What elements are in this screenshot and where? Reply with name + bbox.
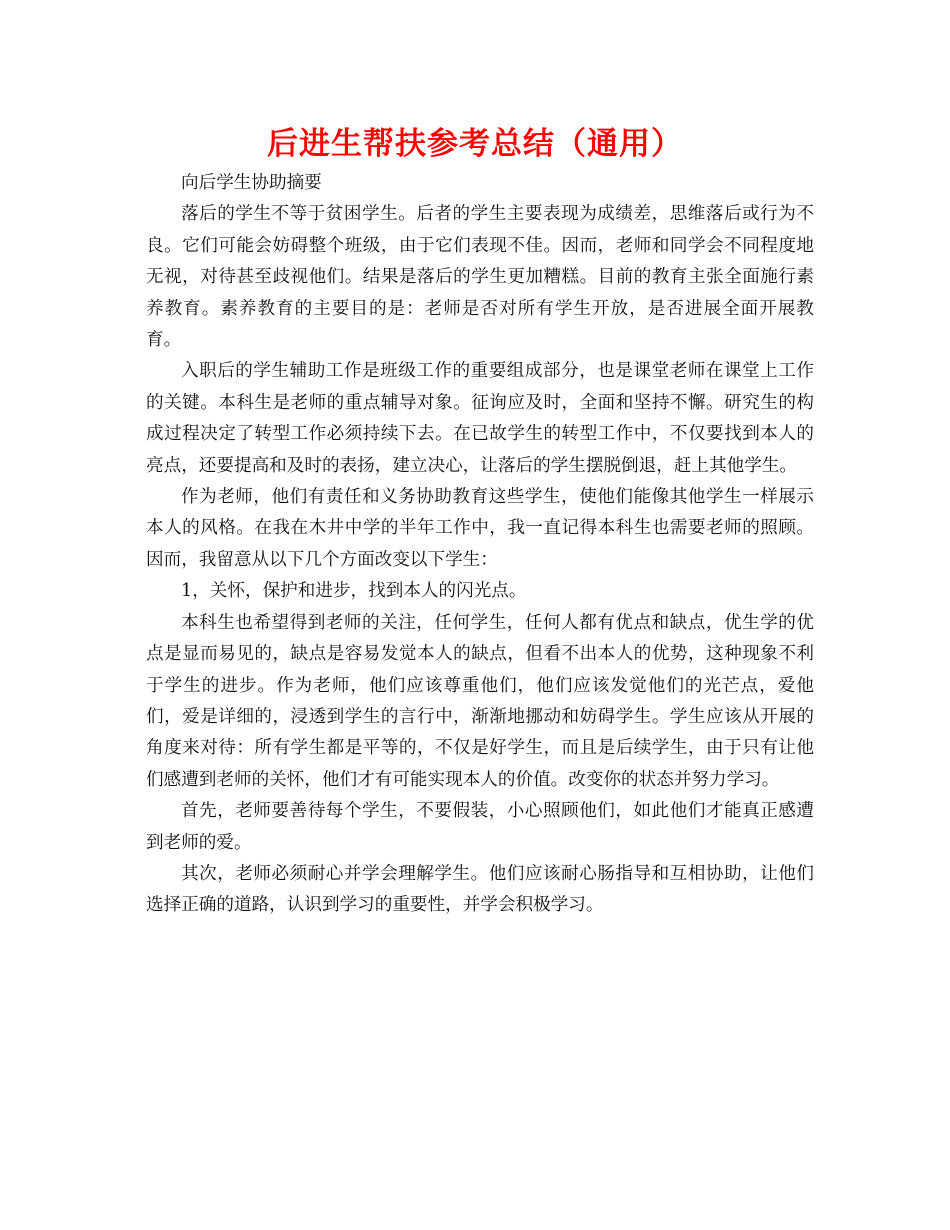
paragraph-list-item: 1，关怀，保护和进步，找到本人的闪光点。 <box>181 581 527 602</box>
paragraph: 落后的学生不等于贫困学生。后者的学生主要表现为成绩差，思维落后或行为不良。它们可能会妨碍整个班级，由于它们表现不佳。因而，老师和同学会不同程度地无视，对待甚至歧视他们。结果是落后的学生更加糟糕。目前的教育主张全面施行素养教育。素养教育的主要目的是：老师是否对所有学生开放，是否进展全面开展教育。 <box>146 204 814 351</box>
paragraph: 入职后的学生辅助工作是班级工作的重要组成部分，也是课堂老师在课堂上工作的关键。本科生是老师的重点辅导对象。征询应及时，全面和坚持不懈。研究生的构成过程决定了转型工作必须持续下去。在已故学生的转型工作中，不仅要找到本人的亮点，还要提高和及时的表扬，建立决心，让落后的学生摆脱倒退，赶上其他学生。 <box>146 361 814 476</box>
document-body <box>146 168 814 922</box>
paragraph: 首先，老师要善待每个学生，不要假装，小心照顾他们，如此他们才能真正感遭到老师的爱。 <box>146 801 814 853</box>
paragraph-heading: 向后学生协助摘要 <box>181 173 322 193</box>
paragraph: 作为老师，他们有责任和义务协助教育这些学生，使他们能像其他学生一样展示本人的风格。在我在木井中学的半年工作中，我一直记得本科生也需要老师的照顾。因而，我留意从以下几个方面改变以下学生： <box>146 487 814 570</box>
paragraph: 其次，老师必须耐心并学会理解学生。他们应该耐心肠指导和互相协助，让他们选择正确的道路，认识到学习的重要性，并学会积极学习。 <box>146 863 814 916</box>
document-title: 后进生帮扶参考总结（通用） <box>267 126 683 162</box>
paragraph: 本科生也希望得到老师的关注，任何学生，任何人都有优点和缺点，优生学的优点是显而易见的，缺点是容易发觉本人的缺点，但看不出本人的优势，这种现象不利于学生的进步。作为老师，他们应该尊重他们，他们应该发觉他们的光芒点，爱他们，爱是详细的，浸透到学生的言行中，渐渐地挪动和妨碍学生。学生应该从开展的角度来对待：所有学生都是平等的，不仅是好学生，而且是后续学生，由于只有让他们感遭到老师的关怀，他们才有可能实现本人的价值。改变你的状态并努力学习。 <box>146 612 814 790</box>
